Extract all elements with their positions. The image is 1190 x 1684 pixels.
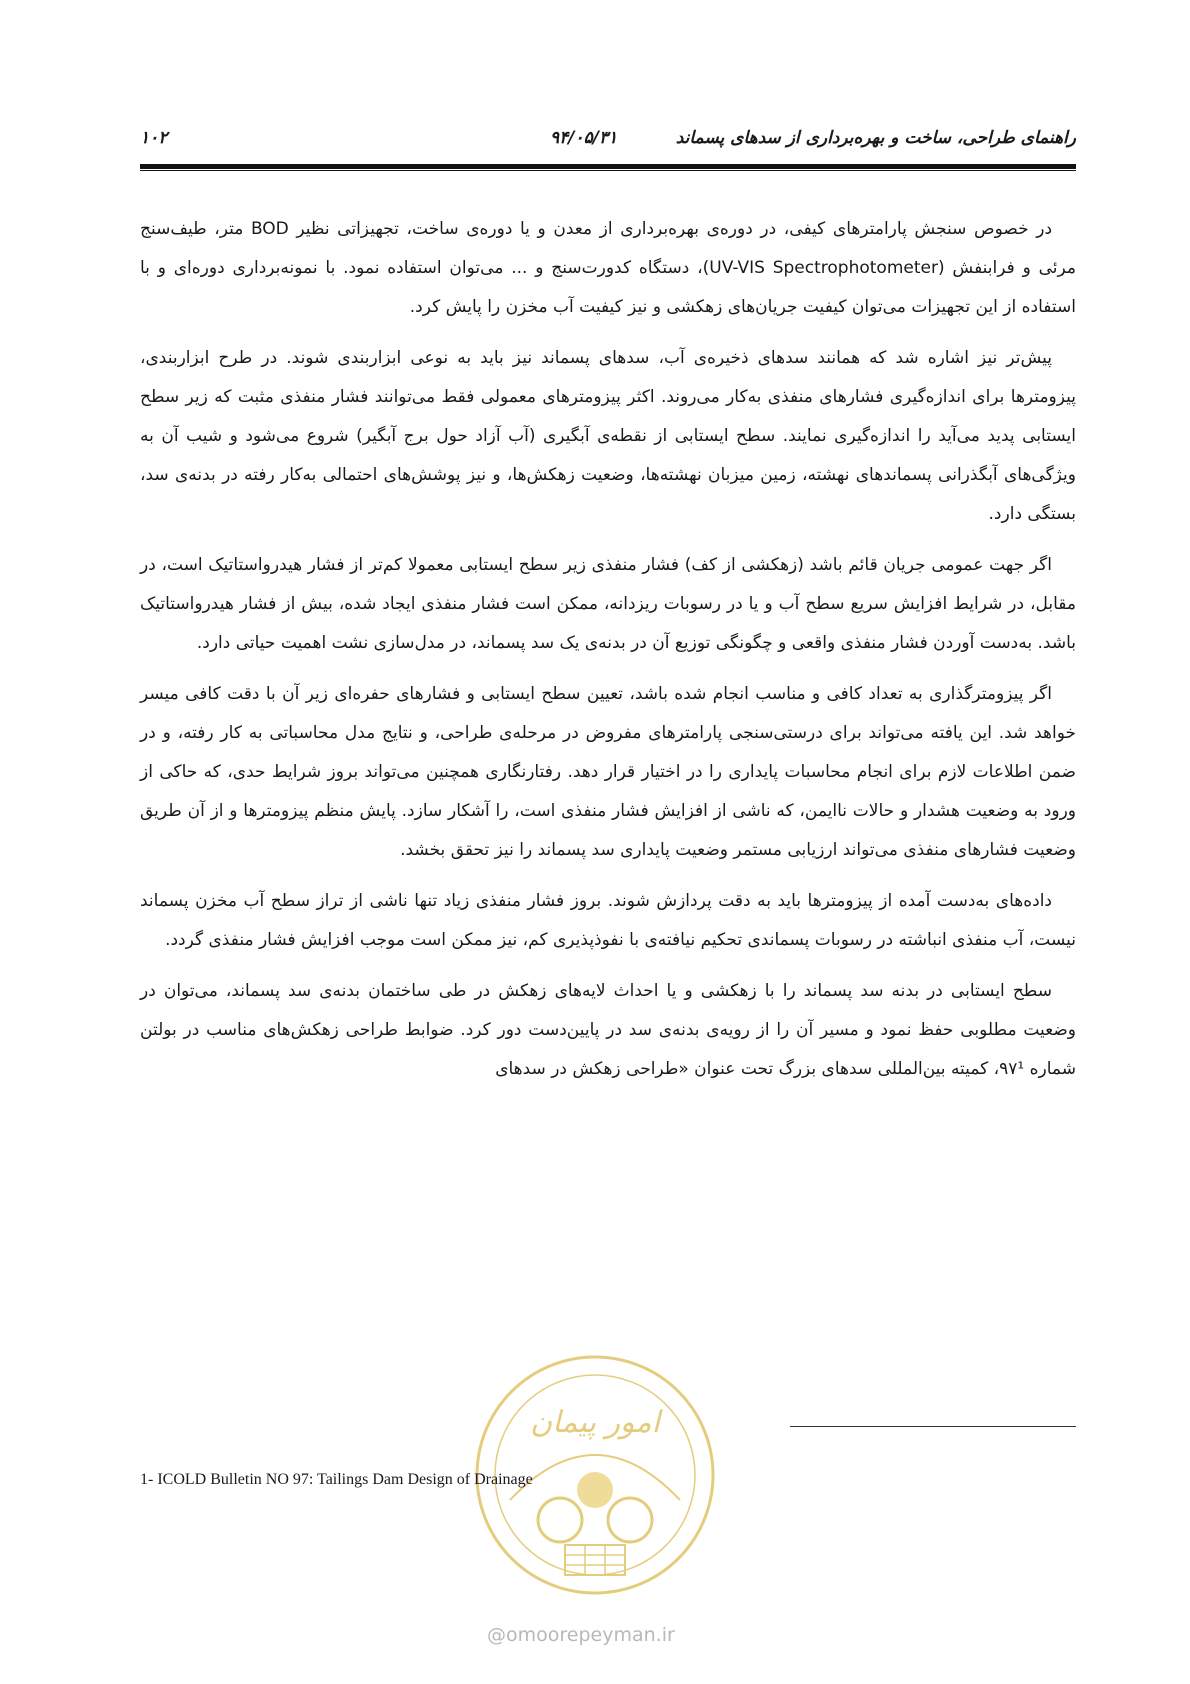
paragraph-pore-pressure: اگر جهت عمومی جریان قائم باشد (زهکشی از کف) فشار منفذی زیر سطح ایستابی معمولا کم‌تر از فشار هیدرواستاتیک است، در مقابل، در شرایط افزایش سریع سطح آب و یا در رسوبات ریزدانه، ممکن است فشار منفذی ایجاد شده، بیش از فشار هیدرواستاتیک باشد. به‌دست آوردن فشار منفذی واقعی و چگونگی توزیع آن در بدنه‌ی یک سد پسماند، در مدل‌سازی نشت اهمیت حیاتی دارد. bbox=[140, 555, 1076, 653]
watermark-url: @omoorepeyman.ir bbox=[487, 1624, 675, 1646]
footnote: 1- ICOLD Bulletin NO 97: Tailings Dam Design of Drainage bbox=[140, 1471, 533, 1488]
page-header bbox=[140, 118, 1076, 158]
paragraph-phreatic-surface: سطح ایستابی در بدنه سد پسماند را با زهکشی و یا احداث لایه‌های زهکش در طی ساختمان بدنه‌ی سد پسماند، می‌توان در وضعیت مطلوبی حفظ نمود و مسیر آن را از رویه‌ی بدنه‌ی سد در پایین‌دست دور کرد. ضوابط طراحی زهکش‌های مناسب در بولتن شماره ۹۷¹، کمیته بین‌المللی سدهای بزرگ تحت عنوان «طراحی زهکش در سدهای bbox=[140, 981, 1076, 1079]
watermark-logo-text: امور پیمان bbox=[530, 1405, 660, 1440]
body-text bbox=[140, 210, 1076, 1101]
paragraph-piezometer-placement: اگر پیزومترگذاری به تعداد کافی و مناسب انجام شده باشد، تعیین سطح ایستابی و فشارهای حفره‌ای زیر آن با دقت کافی میسر خواهد شد. این یافته می‌تواند برای درستی‌سنجی پارامترهای مفروض در مرحله‌ی طراحی، و نتایج مدل محاسباتی به کار رفته، و در ضمن اطلاعات لازم برای انجام محاسبات پایداری را در اختیار قرار دهد. رفتارنگاری همچنین می‌تواند بروز شرایط حدی، که حاکی از ورود به وضعیت هشدار و حالات ناایمن، که ناشی از افزایش فشار منفذی است، را آشکار سازد. پایش منظم پیزومترها و از آن طریق وضعیت فشارهای منفذی می‌تواند ارزیابی مستمر وضعیت پایداری سد پسماند را نیز تحقق بخشد. bbox=[140, 684, 1076, 860]
paragraph-quality-monitoring: در خصوص سنجش پارامترهای کیفی، در دوره‌ی بهره‌برداری از معدن و یا دوره‌ی ساخت، تجهیزاتی نظیر BOD متر، طیف‌سنج مرئی و فرابنفش (UV-VIS Spectrophotometer)، دستگاه کدورت‌سنج و ... می‌توان استفاده نمود. با نمونه‌برداری دوره‌ای و با استفاده از این تجهیزات می‌توان کیفیت جریان‌های زهکشی و نیز کیفیت آب مخزن را پایش کرد. bbox=[140, 219, 1076, 317]
paragraph-instrumentation: پیش‌تر نیز اشاره شد که همانند سدهای ذخیره‌ی آب، سدهای پسماند نیز باید به نوعی ابزاربندی شوند. در طرح ابزاربندی، پیزومترها برای اندازه‌گیری فشارهای منفذی به‌کار می‌روند. اکثر پیزومترهای معمولی فقط می‌توانند فشار منفذی مثبت که زیر سطح ایستابی پدید می‌آید را اندازه‌گیری نمایند. سطح ایستابی از نقطه‌ی آبگیری (آب آزاد حول برج آبگیر) شروع می‌شود و شیب آن به ویژگی‌های آبگذرانی پسماندهای نهشته، زمین میزبان نهشته‌ها، وضعیت زهکش‌ها، و نیز پوشش‌های احتمالی به‌کار رفته در بدنه‌ی سد، بستگی دارد. bbox=[140, 348, 1076, 524]
document-title: راهنمای طراحی، ساخت و بهره‌برداری از سدهای پسماند bbox=[675, 128, 1076, 148]
header-date: ۹۴/۰۵/۳۱ bbox=[550, 128, 618, 148]
page-number: ۱۰۲ bbox=[140, 128, 168, 148]
paragraph-data-processing: داده‌های به‌دست آمده از پیزومترها باید به دقت پردازش شوند. بروز فشار منفذی زیاد تنها ناشی از تراز سطح آب مخزن پسماند نیست، آب منفذی انباشته در رسوبات پسماندی تحکیم نیافته‌ی با نفوذپذیری کم، نیز ممکن است موجب افزایش فشار منفذی گردد. bbox=[140, 891, 1076, 950]
header-rule bbox=[140, 164, 1076, 171]
footnote-rule bbox=[790, 1426, 1076, 1427]
